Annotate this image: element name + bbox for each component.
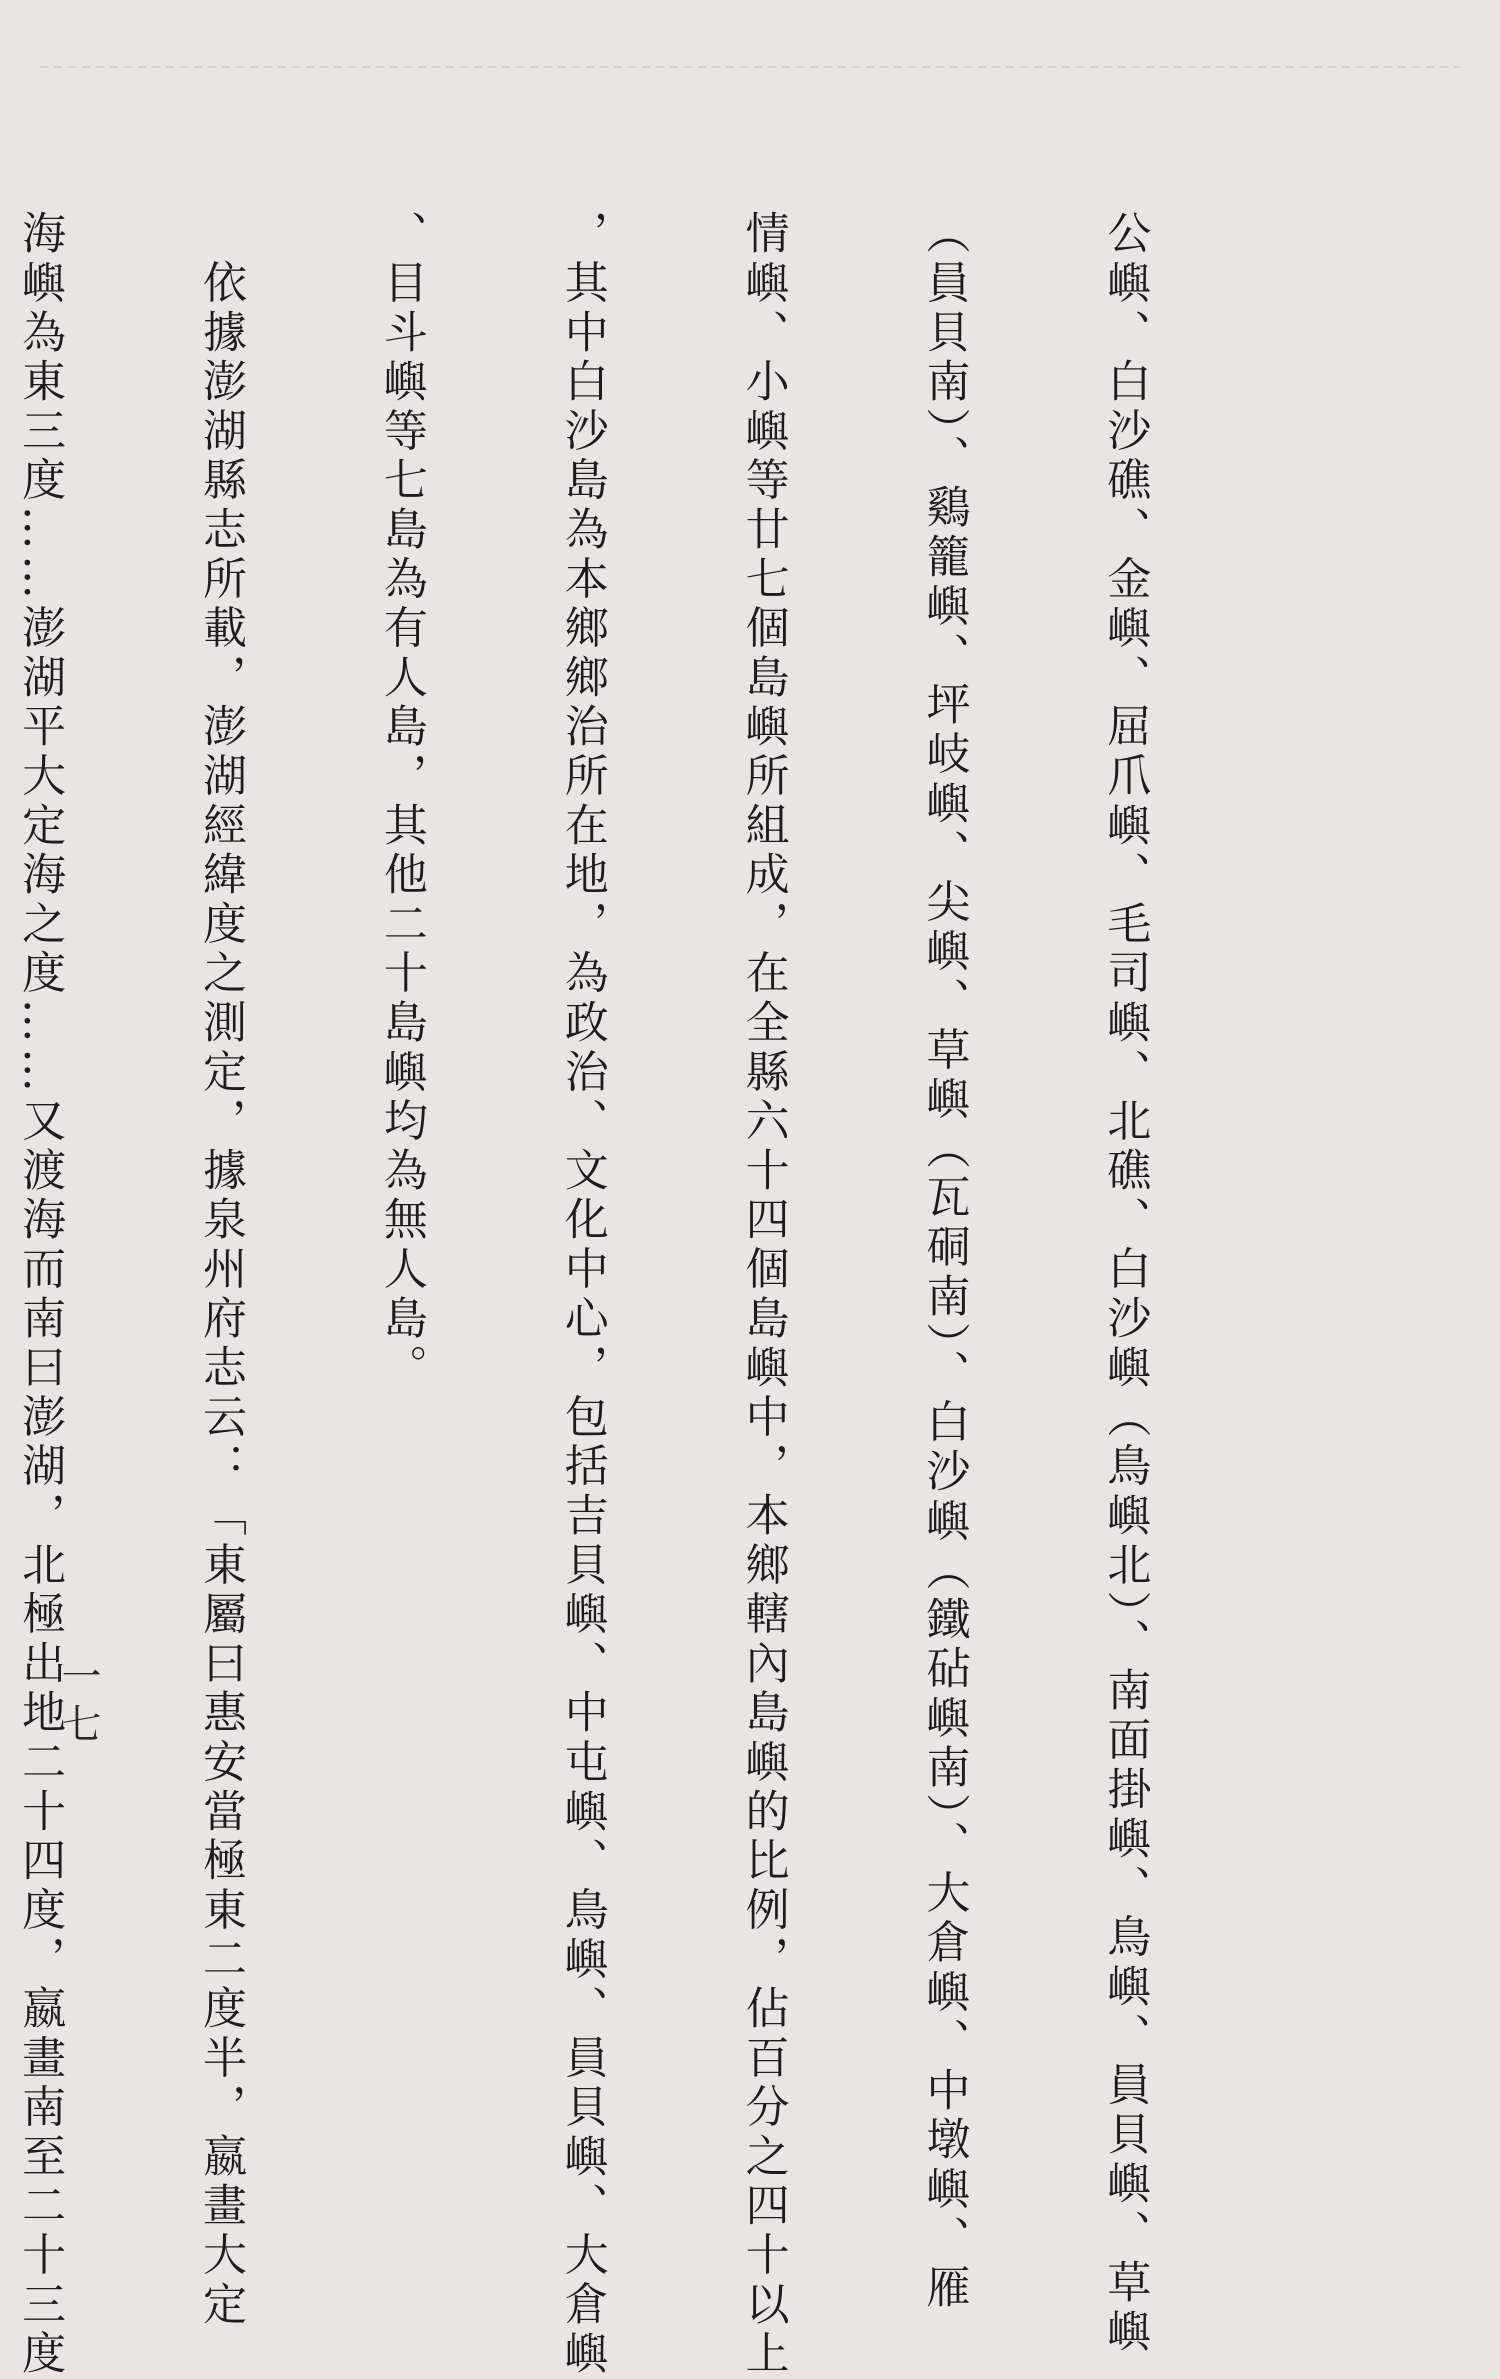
text-column: （員貝南）、鷄籠嶼、坪岐嶼、尖嶼、草嶼（瓦硐南）、白沙嶼（鐵砧嶼南）、大倉嶼、中墩嶼、雁 — [918, 210, 970, 2314]
scan-edge-line — [40, 66, 1460, 68]
text-column: ，其中白沙島為本鄉鄉治所在地，為政治、文化中心，包括吉貝嶼、中屯嶼、鳥嶼、員貝嶼、大倉嶼 — [556, 210, 608, 2379]
text-column: 公嶼、白沙礁、金嶼、屈爪嶼、毛司嶼、北礁、白沙嶼（鳥嶼北）、南面掛嶼、鳥嶼、員貝嶼、草嶼 — [1099, 210, 1151, 2358]
text-column: 海嶼為東三度……澎湖平大定海之度……又渡海而南曰澎湖，北極出地二十四度，嬴畫南至二十三度 — [14, 210, 66, 2379]
text-column: 情嶼、小嶼等廿七個島嶼所組成，在全縣六十四個島嶼中，本鄉轄內島嶼的比例，佔百分之四十以上 — [737, 210, 789, 2379]
text-column: 依據澎湖縣志所載，澎湖經緯度之測定，據泉州府志云：「東屬曰惠安當極東二度半，嬴畫大定 — [194, 210, 246, 2330]
vertical-text-body — [0, 210, 1275, 2379]
text-column: 、目斗嶼等七島為有人島，其他二十島嶼均為無人島。 — [375, 210, 427, 1394]
page-number: 一七 — [55, 1655, 101, 1751]
